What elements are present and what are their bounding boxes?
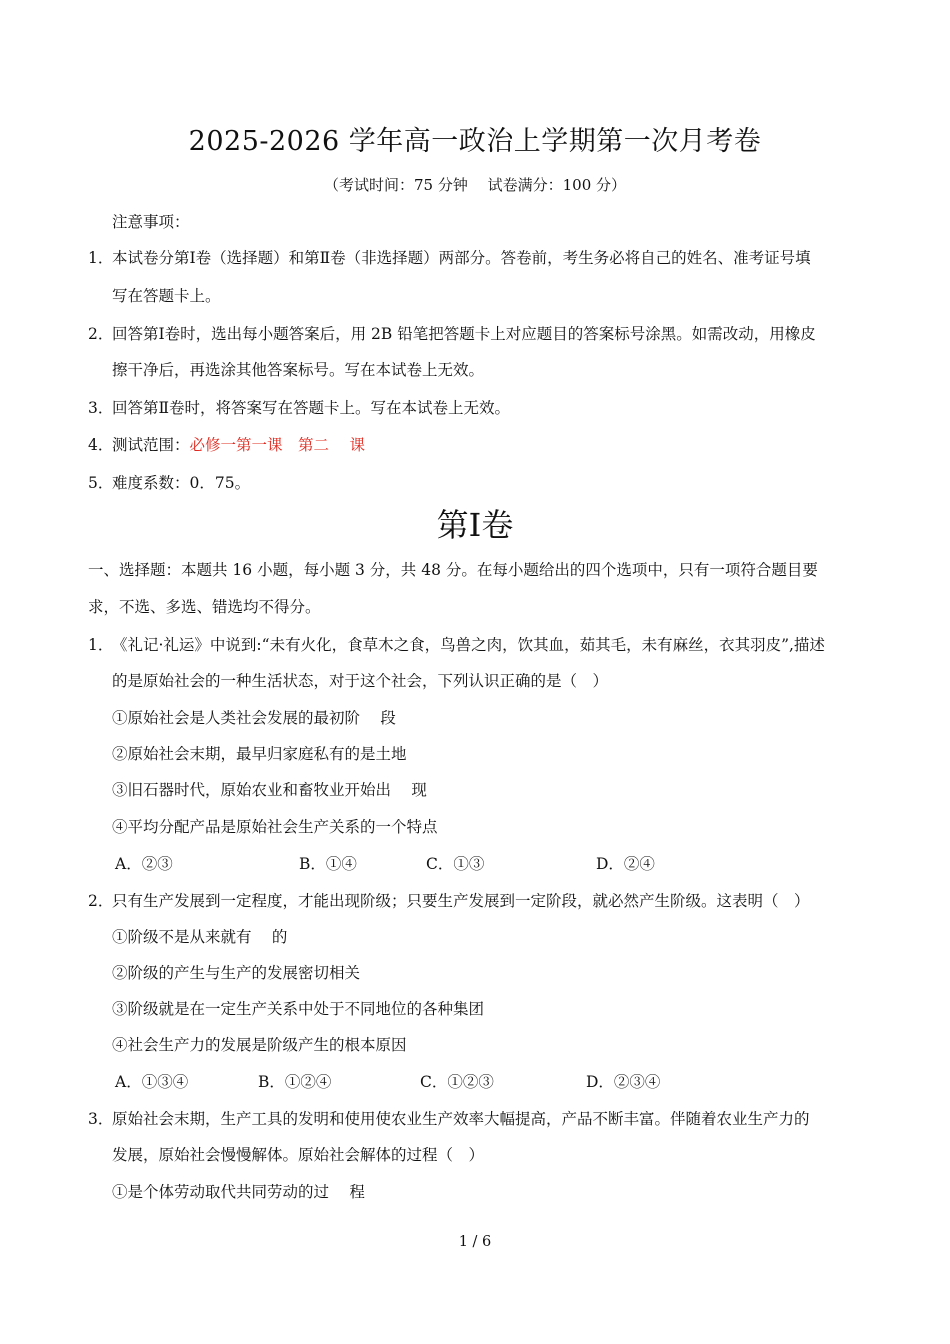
question-1-option-a: A．②③ <box>115 855 173 873</box>
question-3-statement-1: ①是个体劳动取代共同劳动的过 程 <box>112 1183 365 1201</box>
question-1-num: 1． <box>88 636 114 654</box>
notice-item-2-num: 2． <box>88 325 114 343</box>
part-one-line-1: 一、选择题：本题共 16 小题，每小题 3 分，共 48 分。在每小题给出的四个选项中，只有一项符合题目要 <box>88 561 818 579</box>
notice-item-4 <box>112 433 365 457</box>
notice-item-4-num: 4． <box>88 436 114 454</box>
question-1-statement-4: ④平均分配产品是原始社会生产关系的一个特点 <box>112 818 438 836</box>
question-1-option-c: C．①③ <box>426 855 485 873</box>
question-1-statement-3: ③旧石器时代，原始农业和畜牧业开始出 现 <box>112 781 427 799</box>
notice-item-5-line-1: 难度系数：0．75。 <box>112 474 251 492</box>
question-2-option-b: B．①②④ <box>258 1073 332 1091</box>
notice-item-2-line-2: 擦干净后，再选涂其他答案标号。写在本试卷上无效。 <box>112 361 485 379</box>
question-2-statement-2: ②阶级的产生与生产的发展密切相关 <box>112 964 361 982</box>
notice-item-2-line-1: 回答第Ⅰ卷时，选出每小题答案后，用 2B 铅笔把答题卡上对应题目的答案标号涂黑。如需改动，用橡皮 <box>112 325 816 343</box>
question-2-stem-line-1: 只有生产发展到一定程度，才能出现阶级；只要生产发展到一定阶段，就必然产生阶级。这表明（ ） <box>112 892 810 910</box>
question-2-statement-1: ①阶级不是从来就有 的 <box>112 928 288 946</box>
exam-title: 2025-2026 学年高一政治上学期第一次月考卷 <box>188 126 762 157</box>
page-number: 1 / 6 <box>458 1234 492 1250</box>
question-2-option-d: D．②③④ <box>586 1073 661 1091</box>
question-2-options <box>0 1070 950 1094</box>
notice-item-1-num: 1． <box>88 249 114 267</box>
question-3-stem-line-1: 原始社会末期，生产工具的发明和使用使农业生产效率大幅提高，产品不断丰富。伴随着农业生产力的 <box>112 1110 810 1128</box>
question-1-option-b: B．①④ <box>299 855 357 873</box>
notice-item-1-line-2: 写在答题卡上。 <box>112 287 221 305</box>
question-1-stem-line-1: 《礼记·礼运》中说到:“未有火化，食草木之食，鸟兽之肉，饮其血，茹其毛，未有麻丝，衣其羽皮”,描述 <box>112 636 825 654</box>
question-1-option-d: D．②④ <box>596 855 655 873</box>
question-2-statement-4: ④社会生产力的发展是阶级产生的根本原因 <box>112 1036 407 1054</box>
question-2-statement-3: ③阶级就是在一定生产关系中处于不同地位的各种集团 <box>112 1000 485 1018</box>
notice-heading: 注意事项： <box>112 213 190 231</box>
question-3-stem-line-2: 发展，原始社会慢慢解体。原始社会解体的过程（ ） <box>112 1146 485 1164</box>
notice-item-3-line-1: 回答第Ⅱ卷时，将答案写在答题卡上。写在本试卷上无效。 <box>112 399 511 417</box>
test-range-value: 必修一第一课 第二 课 <box>189 436 365 454</box>
question-2-num: 2． <box>88 892 114 910</box>
question-2-option-c: C．①②③ <box>420 1073 494 1091</box>
notice-item-5-num: 5． <box>88 474 114 492</box>
exam-subtitle: （考试时间：75 分钟 试卷满分：100 分） <box>323 176 627 194</box>
question-3-num: 3． <box>88 1110 114 1128</box>
question-1-statement-1: ①原始社会是人类社会发展的最初阶 段 <box>112 709 396 727</box>
question-2-option-a: A．①③④ <box>115 1073 189 1091</box>
part-one-line-2: 求，不选、多选、错选均不得分。 <box>88 598 321 616</box>
notice-item-1-line-1: 本试卷分第Ⅰ卷（选择题）和第Ⅱ卷（非选择题）两部分。答卷前，考生务必将自己的姓名、准考证号填 <box>112 249 811 267</box>
question-1-statement-2: ②原始社会末期，最早归家庭私有的是土地 <box>112 745 407 763</box>
question-1-options <box>0 852 950 876</box>
notice-item-3-num: 3． <box>88 399 114 417</box>
section-title: 第Ⅰ卷 <box>436 506 514 544</box>
test-range-label: 测试范围： <box>112 436 190 454</box>
question-1-stem-line-2: 的是原始社会的一种生活状态，对于这个社会，下列认识正确的是（ ） <box>112 672 609 690</box>
